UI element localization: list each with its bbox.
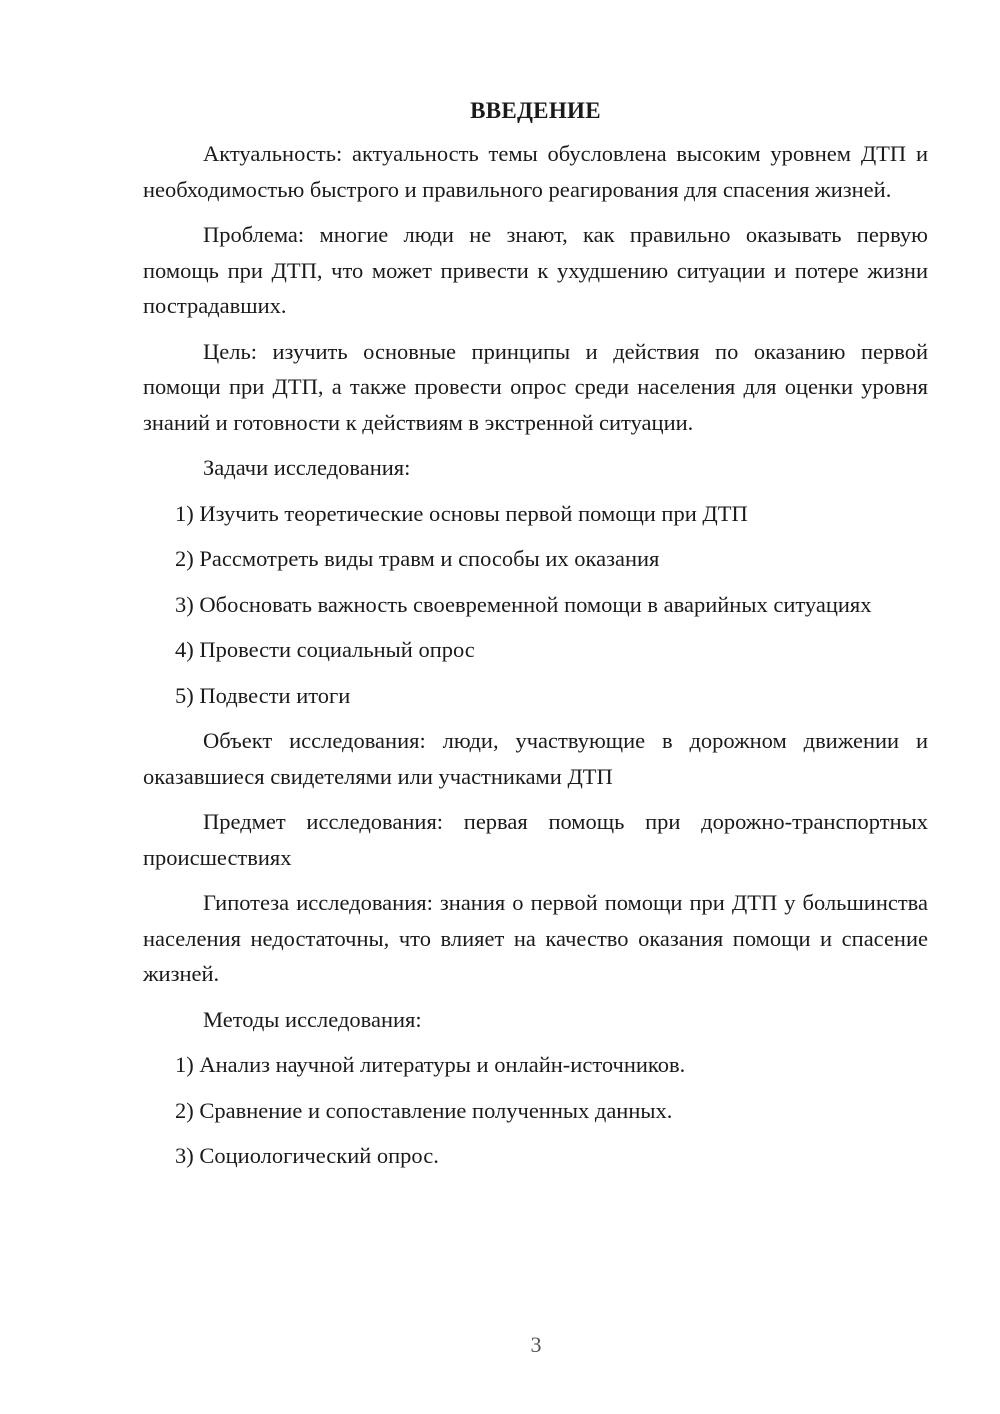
- methods-heading: Методы исследования:: [203, 1006, 422, 1032]
- page-number: 3: [530, 1332, 542, 1357]
- paragraph-object: Объект исследования: люди, участвующие в дорожном движении и оказавшиеся свидетелями или участниками ДТП: [143, 728, 928, 789]
- paragraph-subject: Предмет исследования: первая помощь при дорожно-транспортных происшествиях: [143, 809, 928, 870]
- task-item-3: 3) Обосновать важность своевременной помощи в аварийных ситуациях: [175, 591, 872, 617]
- method-item-2: 2) Сравнение и сопоставление полученных данных.: [175, 1097, 673, 1123]
- paragraph-relevance: Актуальность: актуальность темы обусловлена высоким уровнем ДТП и необходимостью быстрого и правильного реагирования для спасения жизней.: [143, 141, 928, 202]
- task-item-4: 4) Провести социальный опрос: [175, 637, 475, 662]
- task-item-1: 1) Изучить теоретические основы первой помощи при ДТП: [175, 500, 748, 526]
- page-title: ВВЕДЕНИЕ: [470, 98, 601, 123]
- method-item-3: 3) Социологический опрос.: [175, 1143, 439, 1168]
- page-content: [143, 94, 928, 1184]
- method-item-1: 1) Анализ научной литературы и онлайн-источников.: [175, 1052, 686, 1077]
- task-item-5: 5) Подвести итоги: [175, 682, 351, 708]
- paragraph-problem: Проблема: многие люди не знают, как правильно оказывать первую помощь при ДТП, что может привести к ухудшению ситуации и потере жизни пострадавших.: [143, 222, 928, 318]
- tasks-heading: Задачи исследования:: [203, 455, 411, 480]
- task-item-2: 2) Рассмотреть виды травм и способы их оказания: [175, 546, 660, 571]
- paragraph-goal: Цель: изучить основные принципы и действия по оказанию первой помощи при ДТП, а также провести опрос среди населения для оценки уровня знаний и готовности к действиям в экстренной ситуации.: [143, 338, 928, 435]
- paragraph-hypothesis: Гипотеза исследования: знания о первой помощи при ДТП у большинства населения недостаточны, что влияет на качество оказания помощи и спасение жизней.: [143, 890, 928, 986]
